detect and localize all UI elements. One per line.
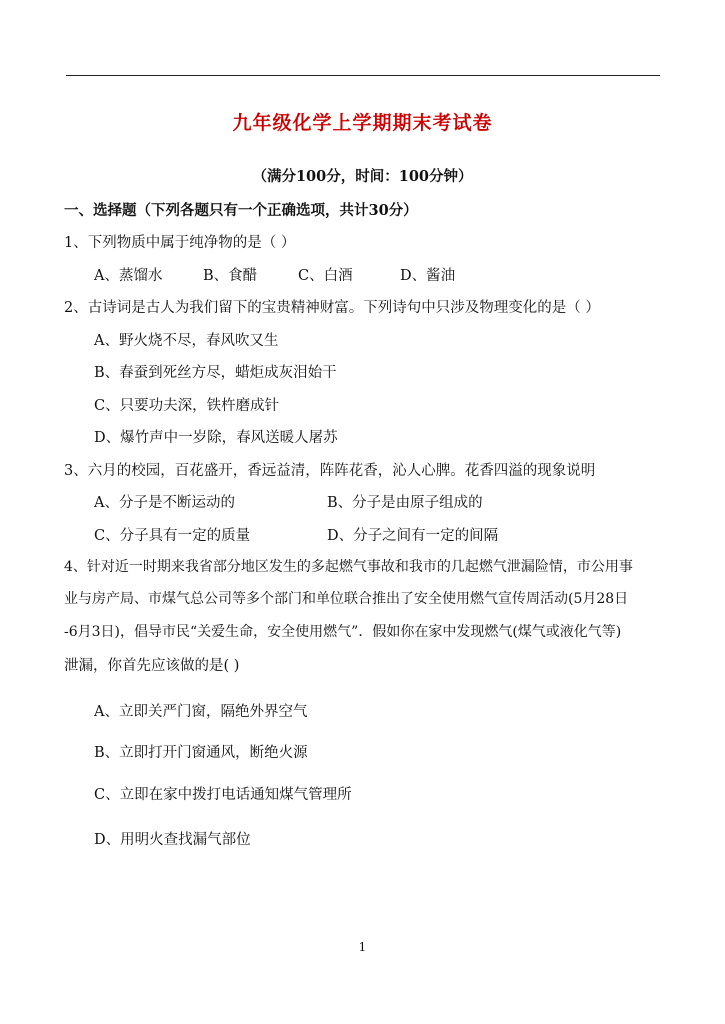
question-1-option-a: A、蒸馏水 (94, 268, 163, 284)
section-heading: 一、选择题（下列各题只有一个正确选项，共计30分） (64, 202, 418, 219)
question-2-option-a: A、野火烧不尽，春风吹又生 (94, 333, 279, 349)
question-3-option-a: A、分子是不断运动的 (94, 495, 235, 511)
question-4-stem-line-4: 泄漏，你首先应该做的是( ) (64, 658, 240, 674)
question-2-option-c: C、只要功夫深，铁杵磨成针 (94, 398, 280, 414)
page-number: 1 (358, 940, 367, 954)
question-1-option-d: D、酱油 (400, 268, 456, 284)
question-1-stem: 1、下列物质中属于纯净物的是（ ） (64, 235, 296, 251)
question-3-option-d: D、分子之间有一定的间隔 (327, 528, 499, 544)
question-4-option-d: D、用明火查找漏气部位 (94, 832, 251, 848)
question-4-option-a: A、立即关严门窗，隔绝外界空气 (94, 704, 308, 720)
question-1-option-c: C、白酒 (298, 268, 353, 284)
header-rule (66, 75, 660, 76)
question-3-option-b: B、分子是由原子组成的 (327, 495, 483, 511)
question-4-stem-line-1: 4、针对近一时期来我省部分地区发生的多起燃气事故和我市的几起燃气泄漏险情，市公用事 (64, 559, 633, 575)
question-2-option-d: D、爆竹声中一岁除，春风送暖人屠苏 (94, 430, 338, 446)
question-2-stem: 2、古诗词是古人为我们留下的宝贵精神财富。下列诗句中只涉及物理变化的是（ ） (64, 300, 600, 316)
question-4-option-c: C、立即在家中拨打电话通知煤气管理所 (94, 787, 352, 803)
question-2-option-b: B、春蚕到死丝方尽，蜡炬成灰泪始干 (94, 365, 337, 381)
question-4-stem-line-2: 业与房产局、市煤气总公司等多个部门和单位联合推出了安全使用燃气宣传周活动(5月28日 (64, 591, 629, 607)
question-4-option-b: B、立即打开门窗通风，断绝火源 (94, 745, 308, 761)
exam-title: 九年级化学上学期期末考试卷 (232, 112, 493, 134)
question-3-stem: 3、六月的校园，百花盛开，香远益清，阵阵花香，沁人心脾。花香四溢的现象说明 (64, 463, 596, 479)
question-1-option-b: B、食醋 (203, 268, 258, 284)
question-4-stem-line-3: -6月3日)，倡导市民“关爱生命，安全使用燃气”．假如你在家中发现燃气(煤气或液化气等) (64, 624, 622, 640)
question-3-option-c: C、分子具有一定的质量 (94, 528, 251, 544)
exam-subtitle: （满分100分，时间：100分钟） (252, 168, 473, 185)
